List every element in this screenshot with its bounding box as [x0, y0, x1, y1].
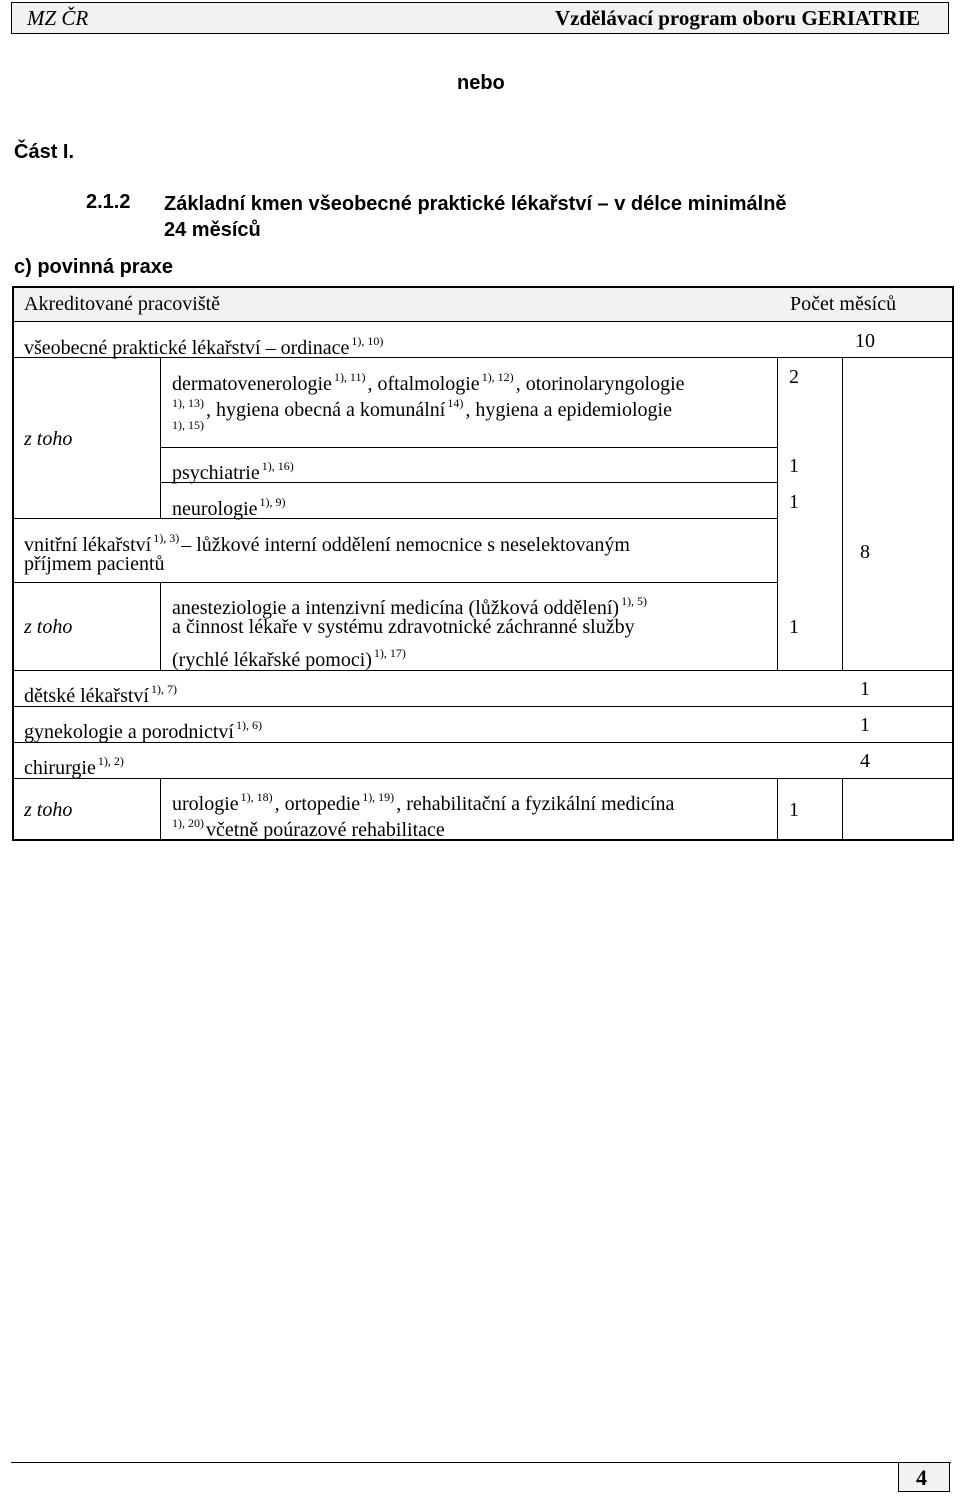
row-text: , hygiena obecná a komunální	[206, 399, 446, 421]
row-text: urologie	[172, 793, 239, 815]
months-value: 1	[789, 491, 799, 513]
footnote-ref: 1), 7)	[150, 682, 177, 696]
months-value: 1	[789, 616, 799, 638]
row-continuation	[172, 810, 445, 843]
row-label: dětské lékařství	[24, 685, 149, 707]
months-value: 2	[789, 366, 799, 388]
row-label: psychiatrie	[172, 462, 260, 484]
row-continuation: a činnost lékaře v systému zdravotnické záchranné služby	[172, 616, 635, 638]
row-continuation	[172, 412, 206, 445]
footnote-ref: 1), 11)	[333, 370, 366, 384]
months-value: 4	[860, 750, 870, 772]
row-text: , otorinolaryngologie	[515, 373, 685, 395]
footnote-ref: 1), 2)	[97, 754, 124, 768]
of-which-label: z toho	[24, 428, 73, 450]
table-row-general-practice	[24, 328, 385, 361]
footnote-ref: 1), 19)	[362, 790, 395, 804]
months-value: 8	[860, 541, 870, 563]
table-row-gynecology	[24, 712, 264, 745]
column-header-months: Počet měsíců	[790, 293, 897, 315]
row-label: gynekologie a porodnictví	[24, 721, 234, 743]
row-continuation	[172, 390, 672, 423]
section-title-line2: 24 měsíců	[164, 219, 261, 241]
table-row-psychiatry	[172, 453, 296, 486]
row-label: všeobecné praktické lékařství – ordinace	[24, 337, 350, 359]
row-text: , hygiena a epidemiologie	[465, 399, 672, 421]
section-number: 2.1.2	[86, 191, 131, 213]
row-text: včetně poúrazové rehabilitace	[206, 819, 445, 841]
of-which-label: z toho	[24, 616, 73, 638]
header-program-title: Vzdělávací program oboru GERIATRIE	[555, 6, 920, 30]
footer-rule	[11, 1462, 951, 1463]
row-label: vnitřní lékařství	[24, 534, 152, 556]
months-value: 1	[860, 678, 870, 700]
footnote-ref: 1), 20)	[172, 816, 204, 830]
row-text: anesteziologie a intenzivní medicína (lůžková oddělení)	[172, 597, 620, 619]
footnote-ref: 1), 6)	[235, 718, 262, 732]
header-ministry: MZ ČR	[27, 6, 89, 30]
footnote-ref: 14)	[447, 396, 464, 410]
row-text: (rychlé lékařské pomoci)	[172, 649, 372, 671]
footnote-ref: 1), 17)	[373, 646, 406, 660]
footnote-ref: 1), 5)	[621, 594, 648, 608]
table-row-surgery	[24, 748, 126, 781]
row-text: , ortopedie	[274, 793, 361, 815]
row-continuation: příjmem pacientů	[24, 553, 165, 575]
subheading: c) povinná praxe	[14, 256, 173, 278]
row-label: neurologie	[172, 498, 258, 520]
footnote-ref: 1), 10)	[351, 334, 384, 348]
months-value: 1	[860, 714, 870, 736]
footnote-ref: 1), 9)	[259, 495, 286, 509]
footnote-ref: 1), 12)	[481, 370, 514, 384]
footnote-ref: 1), 3)	[153, 531, 180, 545]
row-continuation	[172, 640, 408, 673]
months-value: 1	[789, 455, 799, 477]
footnote-ref: 1), 18)	[240, 790, 273, 804]
row-text: dermatovenerologie	[172, 373, 332, 395]
footnote-ref: 1), 15)	[172, 418, 204, 432]
row-text: , oftalmologie	[367, 373, 480, 395]
footnote-ref: 1), 16)	[261, 459, 294, 473]
row-label: chirurgie	[24, 757, 96, 779]
table-row-pediatrics	[24, 676, 179, 709]
months-value: 10	[855, 330, 875, 352]
column-header-workplace: Akreditované pracoviště	[24, 293, 221, 315]
months-value: 1	[789, 799, 799, 821]
page-number: 4	[898, 1462, 950, 1492]
footnote-ref: 1), 13)	[172, 396, 204, 410]
table-row-neurology	[172, 489, 288, 522]
part-heading: Část I.	[14, 141, 75, 163]
row-text: – lůžkové interní oddělení nemocnice s neselektovaným	[181, 534, 630, 556]
section-title-line1: Základní kmen všeobecné praktické lékařství – v délce minimálně	[164, 193, 787, 215]
nebo-label: nebo	[457, 72, 505, 94]
of-which-label: z toho	[24, 799, 73, 821]
row-text: , rehabilitační a fyzikální medicína	[396, 793, 675, 815]
